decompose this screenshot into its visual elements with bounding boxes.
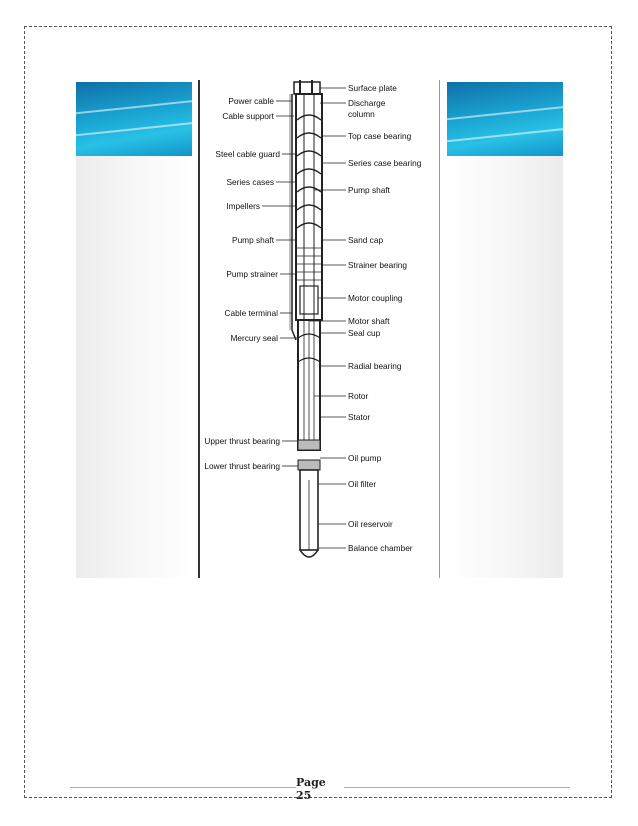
- decorative-fade-left: [76, 156, 192, 578]
- decorative-fade-right: [447, 156, 563, 578]
- label-sand-cap: Sand cap: [348, 235, 384, 245]
- label-pump-shaft-right: Pump shaft: [348, 185, 390, 195]
- label-balance-chamber: Balance chamber: [348, 543, 413, 553]
- label-impellers: Impellers: [226, 201, 260, 211]
- pump-drawing: [200, 80, 442, 578]
- label-pump-shaft-left: Pump shaft: [232, 235, 274, 245]
- label-lower-thrust-bearing: Lower thrust bearing: [204, 461, 280, 471]
- page-word: Page: [296, 776, 326, 789]
- footer-rule-right: [344, 787, 570, 788]
- label-strainer-bearing: Strainer bearing: [348, 260, 408, 270]
- label-cable-support: Cable support: [222, 111, 274, 121]
- page-number-block: [296, 776, 344, 802]
- label-series-case-bearing: Series case bearing: [348, 158, 422, 168]
- label-discharge: Discharge: [348, 98, 386, 108]
- label-mercury-seal: Mercury seal: [230, 333, 278, 343]
- label-power-cable: Power cable: [228, 96, 274, 106]
- label-upper-thrust-bearing: Upper thrust bearing: [204, 436, 280, 446]
- pump-body: [296, 94, 322, 557]
- label-surface-plate: Surface plate: [348, 83, 397, 93]
- label-oil-filter: Oil filter: [348, 479, 377, 489]
- surface-plate-shape: [294, 82, 320, 94]
- label-oil-pump: Oil pump: [348, 453, 382, 463]
- label-rotor: Rotor: [348, 391, 369, 401]
- label-series-cases: Series cases: [226, 177, 274, 187]
- label-oil-reservoir: Oil reservoir: [348, 519, 393, 529]
- label-motor-shaft: Motor shaft: [348, 316, 390, 326]
- label-radial-bearing: Radial bearing: [348, 361, 402, 371]
- page-number: 25: [296, 789, 312, 802]
- label-stator: Stator: [348, 412, 371, 422]
- label-cable-terminal: Cable terminal: [224, 308, 278, 318]
- right-leader-lines: [309, 88, 346, 548]
- label-seal-cup: Seal cup: [348, 328, 381, 338]
- label-column: column: [348, 109, 375, 119]
- decorative-band-right: [447, 82, 563, 156]
- submersible-pump-diagram: [198, 80, 440, 578]
- label-top-case-bearing: Top case bearing: [348, 131, 412, 141]
- label-steel-cable-guard: Steel cable guard: [215, 149, 280, 159]
- label-pump-strainer: Pump strainer: [226, 269, 278, 279]
- label-motor-coupling: Motor coupling: [348, 293, 403, 303]
- footer-rule-left: [70, 787, 296, 788]
- decorative-band-left: [76, 82, 192, 156]
